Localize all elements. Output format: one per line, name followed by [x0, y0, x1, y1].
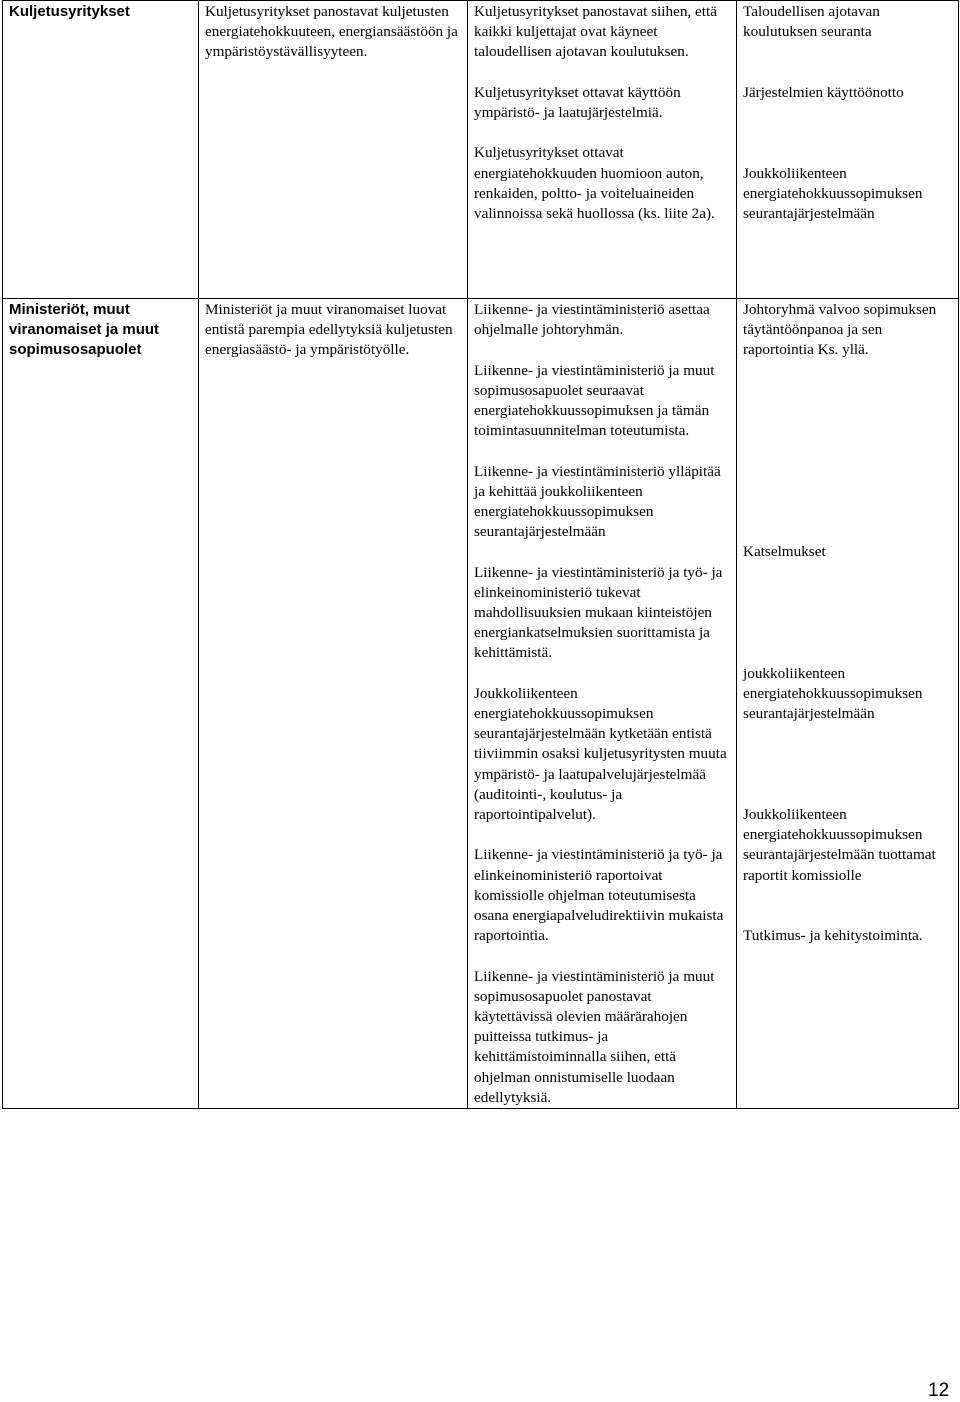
action-text: Kuljetusyritykset ottavat käyttöön ympäristö- ja laatujärjestelmiä. — [474, 83, 681, 121]
indicators-cell — [737, 299, 959, 1109]
action-text: Liikenne- ja viestintäministeriö asettaa ohjelmalle johtoryhmän. — [474, 301, 710, 339]
objective-text: Kuljetusyritykset panostavat kuljetusten energiatehokkuuteen, energiansäästöön ja ympäristöystävällisyyteen. — [205, 3, 458, 61]
action-text: Liikenne- ja viestintäministeriö ja työ- ja elinkeinoministeriö tukevat mahdollisuuksien mukaan kiinteistöjen energiankatselmuksien suorittamista ja kehittämistä. — [474, 563, 723, 662]
actor-cell — [3, 299, 199, 1109]
actor-label: Kuljetusyritykset — [9, 3, 130, 20]
indicator-text: Joukkoliikenteen energiatehokkuussopimuksen seurantajärjestelmään — [743, 164, 923, 222]
action-text: Liikenne- ja viestintäministeriö ja työ- ja elinkeinoministeriö raportoivat komissiolle ohjelman toteutumisesta osana energiapalveludirektiivin mukaista raportointia. — [474, 846, 724, 945]
table-row — [3, 1, 959, 299]
indicator-text: Järjestelmien käyttöönotto — [743, 83, 904, 101]
objective-cell — [199, 1, 468, 299]
action-text: Joukkoliikenteen energiatehokkuussopimuksen seurantajärjestelmään kytketään entistä tiiviimmin osaksi kuljetusyritysten muuta ympäristö- ja laatupalvelujärjestelmää (auditointi-, koulutus- ja raportointipalvelut). — [474, 684, 727, 824]
table-row — [3, 299, 959, 1109]
actor-label: Ministeriöt, muut viranomaiset ja muut sopimusosapuolet — [9, 301, 160, 359]
indicator-text: Taloudellisen ajotavan koulutuksen seuranta — [743, 3, 880, 41]
indicator-text: Joukkoliikenteen energiatehokkuussopimuksen seurantajärjestelmään tuottamat raportit komissiolle — [743, 806, 936, 884]
objective-cell — [199, 299, 468, 1109]
action-text: Liikenne- ja viestintäministeriö ja muut sopimusosapuolet seuraavat energiatehokkuussopimuksen ja tämän toimintasuunnitelman toteutumista. — [474, 361, 715, 440]
indicator-text: Tutkimus- ja kehitystoiminta. — [743, 927, 923, 945]
actions-cell — [468, 299, 737, 1109]
indicator-text: Johtoryhmä valvoo sopimuksen täytäntöönpanoa ja sen raportointia Ks. yllä. — [743, 301, 937, 359]
page-number: 12 — [928, 1380, 950, 1401]
indicator-text: joukkoliikenteen energiatehokkuussopimuksen seurantajärjestelmään — [743, 664, 923, 723]
actions-cell — [468, 1, 737, 299]
action-text: Kuljetusyritykset panostavat siihen, että kaikki kuljettajat ovat käyneet taloudellisen ajotavan koulutuksen. — [474, 3, 717, 61]
action-text: Kuljetusyritykset ottavat energiatehokkuuden huomioon auton, renkaiden, poltto- ja voiteluaineiden valinnoissa sekä huollossa (ks. liite 2a). — [474, 144, 715, 222]
action-text: Liikenne- ja viestintäministeriö ja muut sopimusosapuolet panostavat käytettävissä olevien määrärahojen puitteissa tutkimus- ja kehittämistoiminnalla siihen, että ohjelman onnistumiselle luodaan edellytyksiä. — [474, 967, 715, 1106]
indicator-text: Katselmukset — [743, 543, 826, 561]
indicators-cell — [737, 1, 959, 299]
action-text: Liikenne- ja viestintäministeriö ylläpitää ja kehittää joukkoliikenteen energiatehokkuussopimuksen seurantajärjestelmään — [474, 462, 721, 541]
measures-table — [2, 0, 959, 1109]
objective-text: Ministeriöt ja muut viranomaiset luovat entistä parempia edellytyksiä kuljetusten energiasäästö- ja ympäristötyölle. — [205, 301, 453, 359]
actor-cell — [3, 1, 199, 299]
